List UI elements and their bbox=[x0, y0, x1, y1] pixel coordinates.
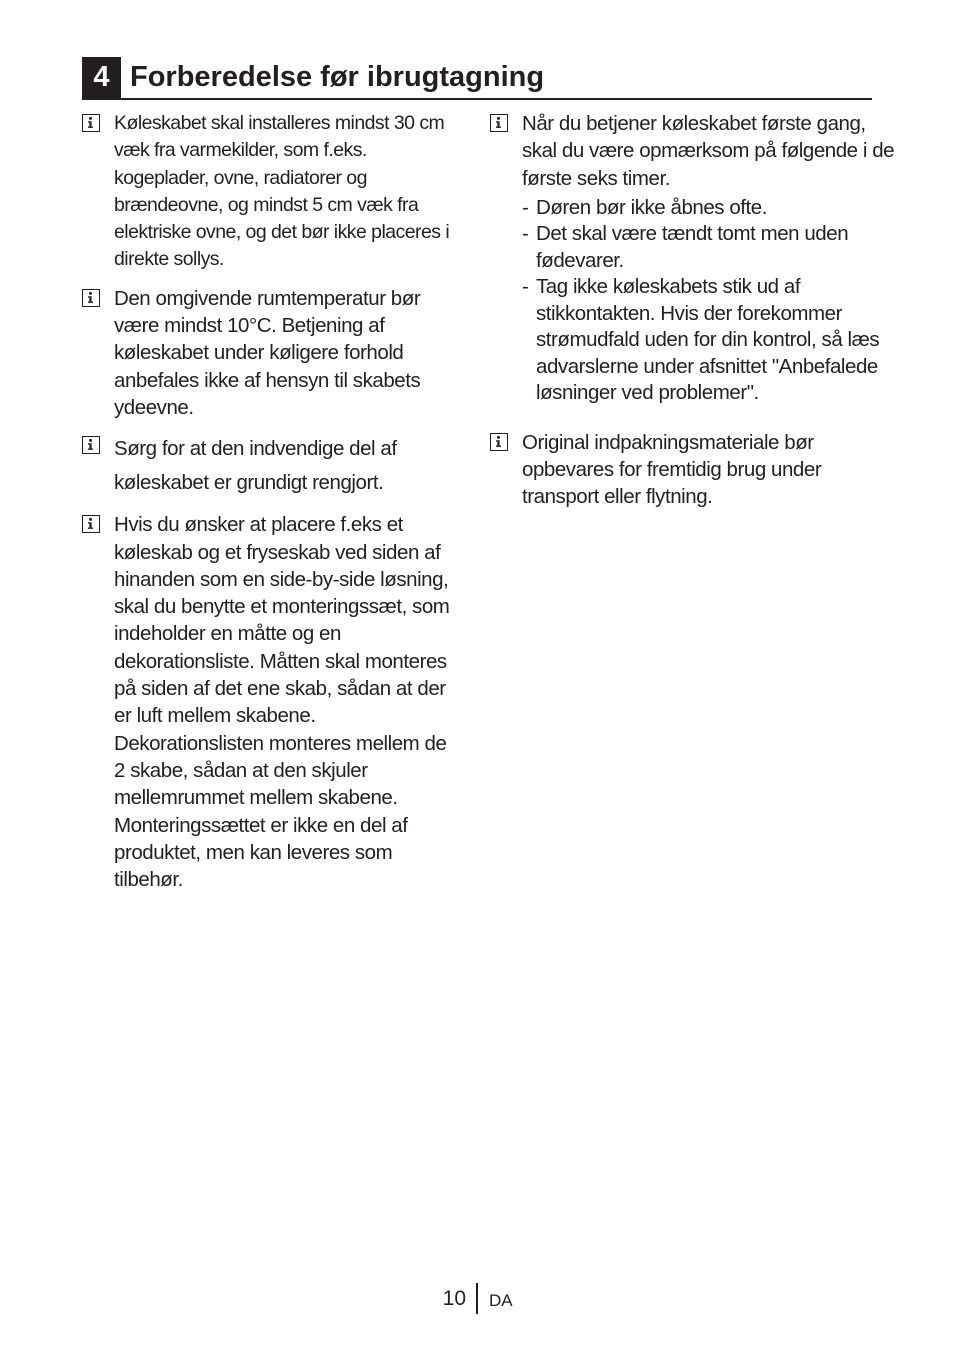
note-item bbox=[82, 285, 460, 421]
note-text: Sørg for at den indvendige del af køleskabet er grundigt rengjort. bbox=[114, 437, 397, 495]
note-text: Køleskabet skal installeres mindst 30 cm væk fra varmekilder, som f.eks. kogeplader, ovne, radiatorer og brændeovne, og mindst 5 cm væk fra elektriske ovne, og det bør ikke placeres i direkte sollys. bbox=[114, 112, 450, 271]
bullet-item bbox=[522, 274, 895, 407]
info-icon bbox=[490, 433, 508, 451]
note-text: Original indpakningsmateriale bør opbevares for fremtidig brug under transport eller flytning. bbox=[522, 430, 822, 509]
bullet-dash: - bbox=[522, 222, 529, 246]
info-icon bbox=[82, 436, 100, 454]
bullet-dash: - bbox=[522, 195, 529, 219]
footer-divider bbox=[476, 1283, 478, 1314]
note-text: Den omgivende rumtemperatur bør være mindst 10°C. Betjening af køleskabet under køligere forhold anbefales ikke af hensyn til skabets ydeevne. bbox=[114, 286, 421, 419]
note-item bbox=[82, 511, 460, 893]
page-number: 10 bbox=[442, 1287, 466, 1310]
note-item bbox=[490, 110, 895, 407]
info-icon bbox=[82, 515, 100, 533]
note-item bbox=[82, 110, 460, 274]
bullet-text: Døren bør ikke åbnes ofte. bbox=[536, 195, 767, 219]
right-column bbox=[490, 110, 895, 522]
left-column bbox=[82, 110, 460, 904]
note-item bbox=[82, 432, 460, 500]
bullet-dash: - bbox=[522, 275, 529, 299]
info-icon bbox=[82, 114, 100, 132]
note-text: Hvis du ønsker at placere f.eks et køleskab og et fryseskab ved siden af hinanden som en side-by-side løsning, skal du benytte et monteringssæt, som indeholder en måtte og en dekorationsliste. Måtten skal monteres på siden af det ene skab, sådan at der er luft mellem skabene. Dekorationslisten monteres mellem de 2 skabe, sådan at den skjuler mellemrummet mellem skabene. Monteringssættet er ikke en del af produktet, men kan leveres som tilbehør. bbox=[114, 513, 450, 892]
bullet-list bbox=[522, 195, 895, 407]
info-icon bbox=[82, 289, 100, 307]
bullet-text: Det skal være tændt tomt men uden fødevarer. bbox=[536, 222, 849, 272]
page-footer bbox=[0, 1283, 954, 1315]
bullet-item bbox=[522, 195, 895, 222]
note-item bbox=[490, 429, 895, 511]
bullet-item bbox=[522, 221, 895, 274]
language-code: DA bbox=[489, 1291, 513, 1310]
section-title: Forberedelse før ibrugtagning bbox=[130, 61, 545, 93]
section-number: 4 bbox=[82, 57, 121, 98]
bullet-text: Tag ikke køleskabets stik ud af stikkontakten. Hvis der forekommer strømudfald uden for din kontrol, så læs advarslerne under afsnittet "Anbefalede løsninger ved problemer". bbox=[536, 275, 880, 405]
info-icon bbox=[490, 114, 508, 132]
note-text: Når du betjener køleskabet første gang, skal du være opmærksom på følgende i de første seks timer. bbox=[522, 112, 895, 190]
section-heading bbox=[82, 57, 872, 100]
